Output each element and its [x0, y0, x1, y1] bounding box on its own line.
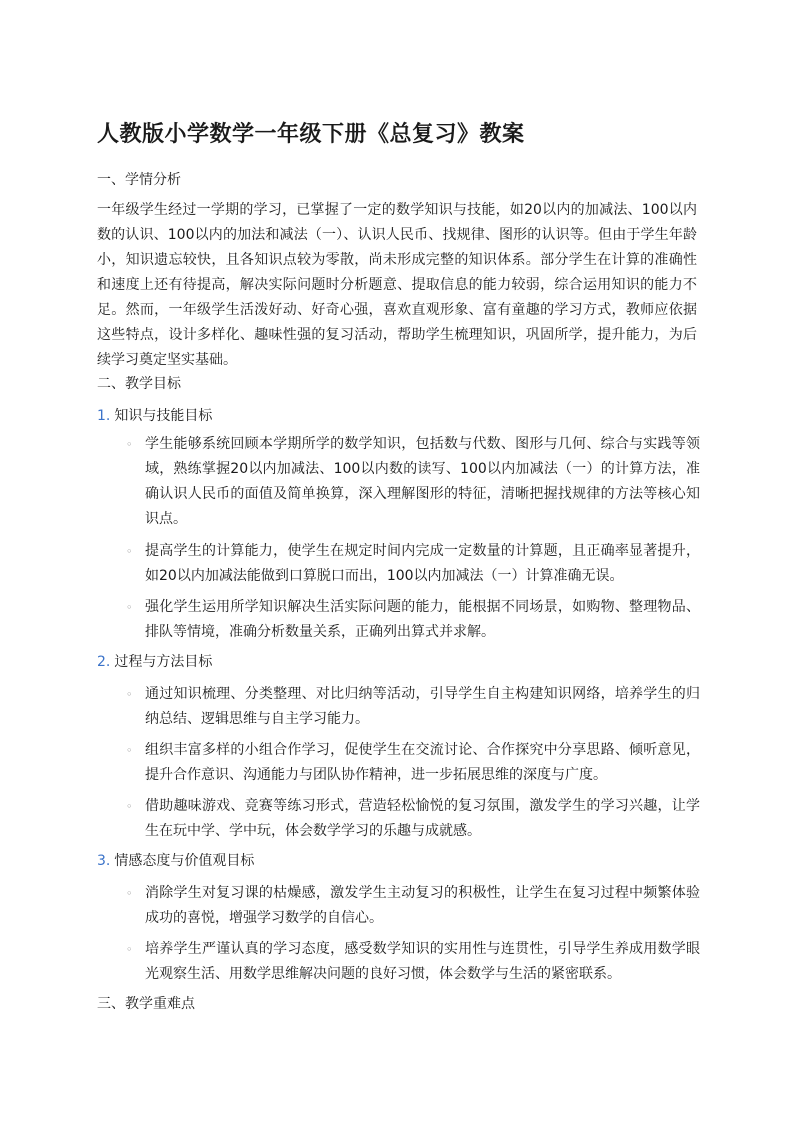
bullet-marker-icon: ◦ [126, 943, 133, 956]
bullet-marker-icon: ◦ [126, 744, 133, 757]
section-heading-analysis: 一、学情分析 [97, 172, 181, 188]
list-item [126, 432, 700, 532]
list-item-text: 强化学生运用所学知识解决生活实际问题的能力，能根据不同场景，如购物、整理物品、排队等情境，准确分析数量关系，正确列出算式并求解。 [145, 599, 700, 640]
list-item [126, 539, 700, 589]
goal-item-process [97, 652, 212, 672]
document-title: 人教版小学数学一年级下册《总复习》教案 [97, 122, 525, 147]
list-item [126, 937, 700, 987]
goal-label: 知识与技能目标 [114, 408, 213, 424]
list-item [126, 682, 700, 732]
goal-item-knowledge [97, 406, 212, 426]
bullet-marker-icon: ◦ [126, 800, 133, 813]
goal-number: 1. [97, 408, 111, 424]
list-item [126, 595, 700, 645]
goal-label: 过程与方法目标 [114, 654, 213, 670]
list-item-text: 组织丰富多样的小组合作学习，促使学生在交流讨论、合作探究中分享思路、倾听意见，提升合作意识、沟通能力与团队协作精神，进一步拓展思维的深度与广度。 [145, 742, 700, 783]
list-item-text: 提高学生的计算能力，使学生在规定时间内完成一定数量的计算题，且正确率显著提升，如20以内加减法能做到口算脱口而出，100以内加减法（一）计算准确无误。 [145, 543, 700, 584]
goal-number: 2. [97, 654, 111, 670]
list-item [126, 738, 700, 788]
section-heading-key-points: 三、教学重难点 [97, 996, 195, 1012]
goal-number: 3. [97, 853, 111, 869]
section-heading-goals: 二、教学目标 [97, 376, 181, 392]
list-item-text: 消除学生对复习课的枯燥感，激发学生主动复习的积极性，让学生在复习过程中频繁体验成功的喜悦，增强学习数学的自信心。 [145, 885, 700, 926]
list-item-text: 借助趣味游戏、竞赛等练习形式，营造轻松愉悦的复习氛围，激发学生的学习兴趣，让学生在玩中学、学中玩，体会数学学习的乐趣与成就感。 [145, 798, 700, 839]
list-item [126, 794, 700, 844]
analysis-paragraph: 一年级学生经过一学期的学习，已掌握了一定的数学知识与技能，如20以内的加减法、100以内数的认识、100以内的加法和减法（一）、认识人民币、找规律、图形的认识等。但由于学生年龄小，知识遗忘较快，且各知识点较为零散，尚未形成完整的知识体系。部分学生在计算的准确性和速度上还有待提高，解决实际问题时分析题意、提取信息的能力较弱，综合运用知识的能力不足。然而，一年级学生活泼好动、好奇心强，喜欢直观形象、富有童趣的学习方式，教师应依据这些特点，设计多样化、趣味性强的复习活动，帮助学生梳理知识，巩固所学，提升能力，为后续学习奠定坚实基础。 [97, 202, 697, 368]
list-item-text: 培养学生严谨认真的学习态度，感受数学知识的实用性与连贯性，引导学生养成用数学眼光观察生活、用数学思维解决问题的良好习惯，体会数学与生活的紧密联系。 [145, 941, 700, 982]
bullet-marker-icon: ◦ [126, 601, 133, 614]
bullet-marker-icon: ◦ [126, 887, 133, 900]
bullet-marker-icon: ◦ [126, 545, 133, 558]
goal-item-attitude [97, 851, 254, 871]
bullet-marker-icon: ◦ [126, 438, 133, 451]
goal-label: 情感态度与价值观目标 [114, 853, 255, 869]
list-item-text: 学生能够系统回顾本学期所学的数学知识，包括数与代数、图形与几何、综合与实践等领域，熟练掌握20以内加减法、100以内数的读写、100以内加减法（一）的计算方法，准确认识人民币的面值及简单换算，深入理解图形的特征，清晰把握找规律的方法等核心知识点。 [145, 436, 700, 527]
list-item [126, 881, 700, 931]
bullet-marker-icon: ◦ [126, 688, 133, 701]
list-item-text: 通过知识梳理、分类整理、对比归纳等活动，引导学生自主构建知识网络，培养学生的归纳总结、逻辑思维与自主学习能力。 [145, 686, 700, 727]
